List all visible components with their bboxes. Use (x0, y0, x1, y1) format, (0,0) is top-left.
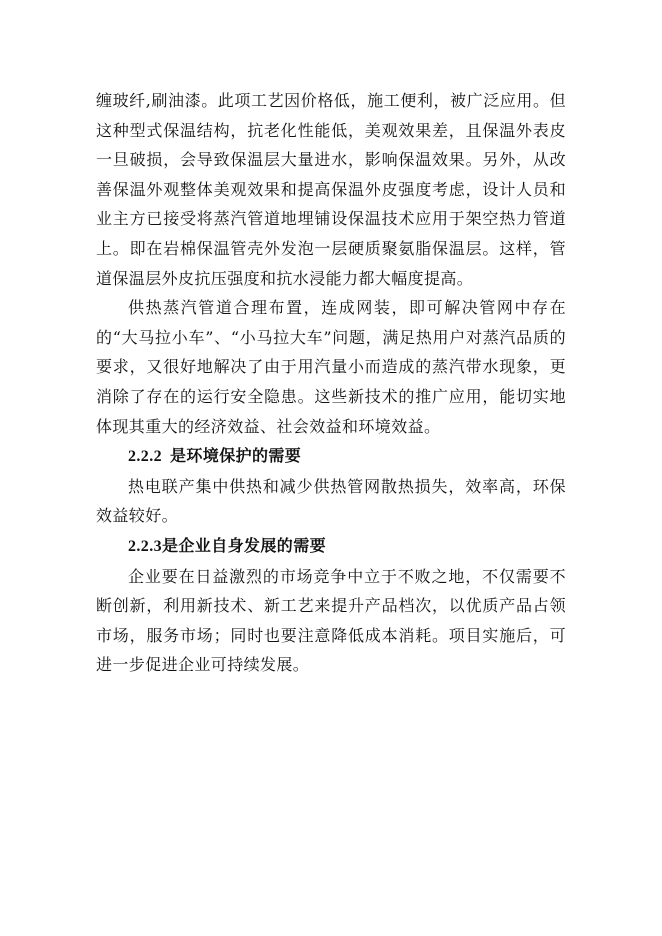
document-body (96, 86, 566, 680)
section-heading-2-2-2 (96, 441, 566, 472)
section-title: 是企业自身发展的需要 (162, 535, 327, 555)
paragraph-insulation: 缠玻纤,刷油漆。此项工艺因价格低，施工便利，被广泛应用。但这种型式保温结构，抗老化性能低，美观效果差，且保温外表皮一旦破损，会导致保温层大量进水，影响保温效果。另外，从改善保温外观整体美观效果和提高保温外皮强度考虑，设计人员和业主方已接受将蒸汽管道地埋铺设保温技术应用于架空热力管道上。即在岩棉保温管壳外发泡一层硬质聚氨脂保温层。这样，管道保温层外皮抗压强度和抗水浸能力都大幅度提高。 (96, 91, 566, 288)
section-title: 是环境保护的需要 (170, 446, 302, 466)
section-number: 2.2.2 (128, 448, 162, 466)
paragraph-enterprise: 企业要在日益激烈的市场竞争中立于不败之地，不仅需要不断创新，利用新技术、新工艺来提升产品档次，以优质产品占领市场，服务市场；同时也要注意降低成本消耗。项目实施后，可进一步促进企业可持续发展。 (96, 566, 566, 675)
paragraph-pipe-network: 供热蒸汽管道合理布置，连成网装，即可解决管网中存在的“大马拉小车”、“小马拉大车”问题，满足热用户对蒸汽品质的要求，又很好地解决了由于用汽量小而造成的蒸汽带水现象，更消除了存在的运行安全隐患。这些新技术的推广应用，能切实地体现其重大的经济效益、社会效益和环境效益。 (96, 298, 566, 436)
section-heading-2-2-3 (96, 531, 566, 562)
paragraph-environment: 热电联产集中供热和减少供热管网散热损失，效率高，环保效益较好。 (96, 476, 566, 526)
section-number: 2.2.3 (128, 537, 162, 555)
